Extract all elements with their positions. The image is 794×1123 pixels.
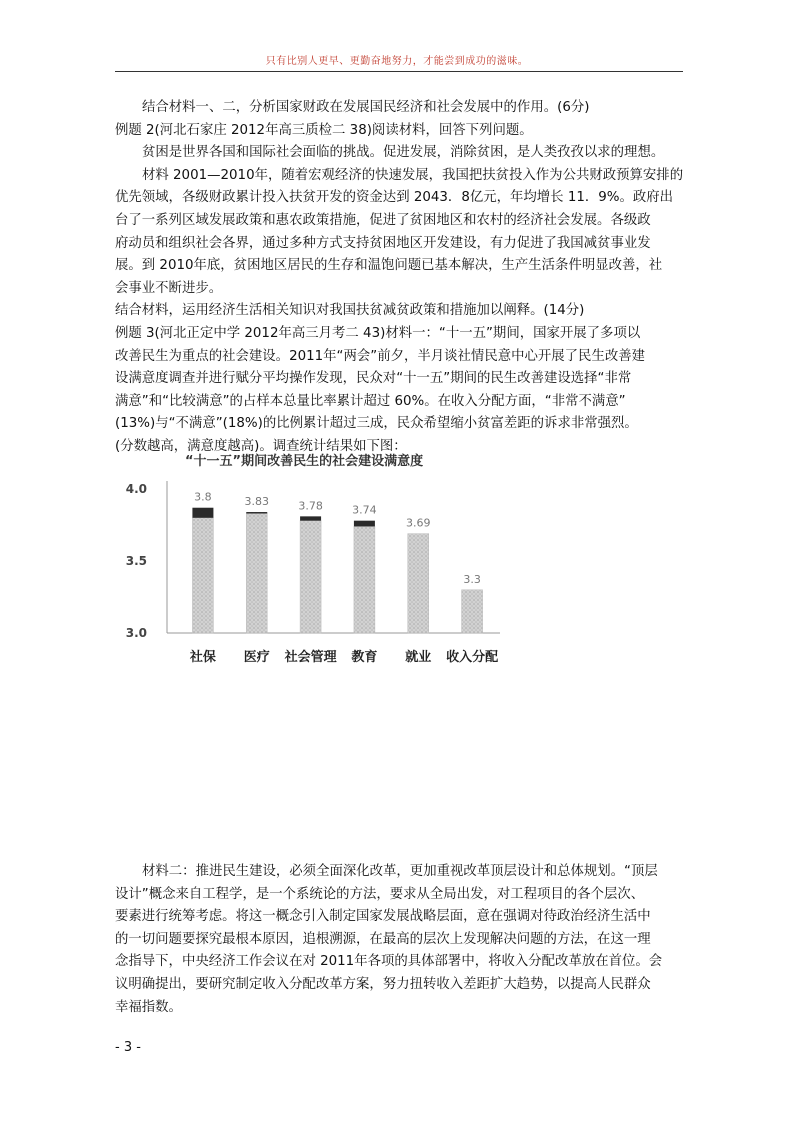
text-line: 设计”概念来自工程学，是一个系统论的方法，要求从全局出发，对工程项目的各个层次、: [115, 886, 645, 902]
bar-dark-segment: [300, 516, 321, 520]
x-tick-label: 就业: [405, 650, 432, 665]
text-line: 要素进行统筹考虑。将这一概念引入制定国家发展战略层面，意在强调对待政治经济生活中: [115, 909, 651, 925]
material-two: [115, 861, 685, 1019]
bar: [462, 590, 483, 633]
text-line: 设满意度调查并进行赋分平均操作发现，民众对“十一五”期间的民生改善建设选择“非常: [115, 371, 632, 387]
x-tick-label: 教育: [351, 650, 378, 665]
data-label: 3.74: [352, 503, 377, 517]
text-line: 念指导下，中央经济工作会议在对 2011年各项的具体部署中，将收入分配改革放在首位。会: [115, 954, 663, 970]
bar-dark-segment: [354, 521, 375, 527]
header-motto: 只有比别人更早、更勤奋地努力，才能尝到成功的滋味。: [265, 56, 529, 67]
chart-title: “十一五”期间改善民生的社会建设满意度: [185, 454, 424, 469]
data-label: 3.78: [298, 499, 323, 513]
bar-dark-segment: [192, 508, 213, 518]
header-rule: [115, 71, 683, 72]
x-tick-label: 医疗: [243, 650, 270, 665]
x-tick-label: 收入分配: [446, 650, 499, 665]
satisfaction-bar-chart: [125, 447, 505, 669]
data-label: 3.69: [406, 516, 431, 530]
text-line: 的一切问题要探究最根本原因，追根溯源，在最高的层次上发现解决问题的方法，在这一理: [115, 931, 651, 947]
text-line: 材料二：推进民生建设，必须全面深化改革，更加重视改革顶层设计和总体规划。“顶层: [142, 864, 658, 879]
data-label: 3.83: [244, 495, 269, 509]
text-line: 改善民生为重点的社会建设。2011年“两会”前夕，半月谈社情民意中心开展了民生改善建: [115, 348, 646, 364]
text-line: 展。到 2010年底，贫困地区居民的生存和温饱问题已基本解决，生产生活条件明显改善，社: [115, 258, 663, 274]
text-line: 府动员和组织社会各界，通过多种方式支持贫困地区开发建设，有力促进了我国减贫事业发: [115, 235, 651, 251]
text-line: 优先领域，各级财政累计投入扶贫开发的资金达到 2043．8亿元，年均增长 11．9%。政府出: [115, 190, 674, 206]
text-line: 会事业不断进步。: [115, 280, 223, 296]
page-number: - 3 -: [115, 1040, 141, 1055]
text-line: 台了一系列区域发展政策和惠农政策措施，促进了贫困地区和农村的经济社会发展。各级政: [115, 212, 651, 228]
text-line: 例题 3(河北正定中学 2012年高三月考二 43)材料一：“十一五”期间，国家开展了多项以: [115, 325, 641, 341]
text-line: (13%)与“不满意”(18%)的比例累计超过三成，民众希望缩小贫富差距的诉求非常强烈。: [115, 416, 638, 432]
text-line: 幸福指数。: [115, 999, 182, 1015]
text-line: 结合材料一、二，分析国家财政在发展国民经济和社会发展中的作用。(6分): [142, 100, 590, 115]
body-upper: [115, 97, 685, 459]
text-line: (分数越高，满意度越高)。调查统计结果如下图：: [115, 438, 407, 454]
bar: [192, 518, 213, 633]
bar: [246, 513, 267, 633]
y-tick-label: 4.0: [125, 482, 147, 496]
text-line: 例题 2(河北石家庄 2012年高三质检二 38)阅读材料，回答下列问题。: [115, 122, 533, 138]
bar: [408, 534, 429, 633]
bar: [300, 521, 321, 633]
text-line: 贫困是世界各国和国际社会面临的挑战。促进发展，消除贫困，是人类孜孜以求的理想。: [142, 145, 665, 161]
bar: [354, 526, 375, 633]
y-tick-label: 3.0: [125, 626, 147, 640]
y-tick-label: 3.5: [125, 554, 147, 568]
data-label: 3.8: [194, 490, 212, 504]
x-tick-label: 社保: [189, 650, 216, 665]
text-line: 材料 2001—2010年，随着宏观经济的快速发展，我国把扶贫投入作为公共财政预算安排的: [142, 167, 684, 183]
text-line: 满意”和“比较满意”的占样本总量比率累计超过 60%。在收入分配方面，“非常不满意”: [115, 393, 626, 409]
text-line: 议明确提出，要研究制定收入分配改革方案，努力扭转收入差距扩大趋势，以提高人民群众: [115, 976, 651, 992]
bar-dark-segment: [246, 512, 267, 513]
data-label: 3.3: [463, 572, 481, 586]
x-tick-label: 社会管理: [284, 650, 337, 665]
text-line: 结合材料，运用经济生活相关知识对我国扶贫减贫政策和措施加以阐释。(14分): [115, 303, 585, 319]
